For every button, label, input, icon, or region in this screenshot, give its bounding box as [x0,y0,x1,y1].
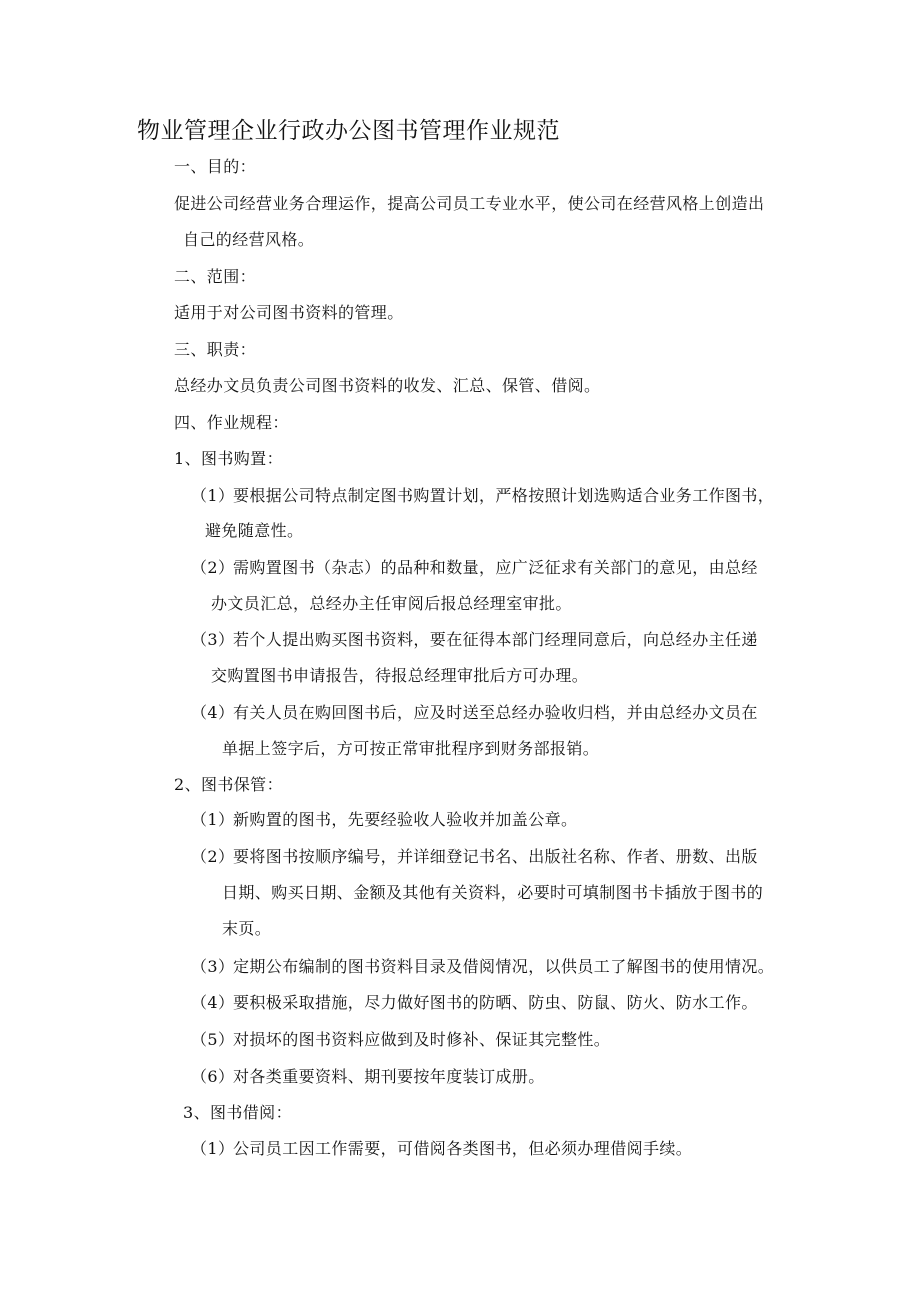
list-item-number: （4） [191,993,235,1012]
list-item-text-continuation: 单据上签字后，方可按正常审批程序到财务部报销。 [222,739,600,758]
list-item-text: 新购置的图书，先要经验收人验收并加盖公章。 [233,810,578,829]
subsection-heading-borrowing: 3、图书借阅： [183,1103,292,1122]
list-item-text: 定期公布编制的图书资料目录及借阅情况，以供员工了解图书的使用情况。 [233,957,775,976]
list-item-text: 对各类重要资料、期刊要按年度装订成册。 [233,1067,545,1086]
list-item-number: （3） [191,957,235,976]
list-item-number: （1） [191,1139,235,1158]
list-item-text: 公司员工因工作需要，可借阅各类图书，但必须办理借阅手续。 [233,1139,693,1158]
section-heading-purpose: 一、目的： [174,157,257,176]
list-item-text-continuation: 办文员汇总，总经办主任审阅后报总经理室审批。 [211,594,572,613]
scope-text: 适用于对公司图书资料的管理。 [174,303,404,322]
list-item-number: （4） [191,703,235,722]
section-heading-procedure: 四、作业规程： [174,413,289,432]
list-item-text: 要积极采取措施，尽力做好图书的防晒、防虫、防鼠、防火、防水工作。 [233,993,758,1012]
list-item-text: 要根据公司特点制定图书购置计划，严格按照计划选购适合业务工作图书， [233,486,775,505]
list-item-text-continuation: 交购置图书申请报告，待报总经理审批后方可办理。 [211,666,589,685]
list-item-number: （2） [191,847,235,866]
list-item-text: 若个人提出购买图书资料，要在征得本部门经理同意后，向总经办主任递 [233,630,758,649]
purpose-text-line1: 促进公司经营业务合理运作，提高公司员工专业水平，使公司在经营风格上创造出 [174,194,765,213]
duty-text: 总经办文员负责公司图书资料的收发、汇总、保管、借阅。 [174,376,601,395]
list-item-text: 需购置图书（杂志）的品种和数量，应广泛征求有关部门的意见，由总经 [233,558,758,577]
section-heading-scope: 二、范围： [174,267,257,286]
document-title: 物业管理企业行政办公图书管理作业规范 [137,118,560,144]
list-item-text: 要将图书按顺序编号，并详细登记书名、出版社名称、作者、册数、出版 [233,847,758,866]
list-item-text-continuation: 避免随意性。 [205,521,304,540]
list-item-text: 有关人员在购回图书后，应及时送至总经办验收归档，并由总经办文员在 [233,703,758,722]
list-item-text-continuation: 末页。 [222,919,272,938]
list-item-number: （1） [191,810,235,829]
section-heading-duty: 三、职责： [174,340,257,359]
purpose-text-line2: 自己的经营风格。 [183,230,315,249]
subsection-heading-purchase: 1、图书购置： [174,449,283,468]
list-item-text-continuation: 日期、购买日期、金额及其他有关资料，必要时可填制图书卡插放于图书的 [222,883,764,902]
list-item-number: （1） [191,486,235,505]
subsection-heading-custody: 2、图书保管： [174,775,283,794]
list-item-number: （5） [191,1030,235,1049]
list-item-number: （6） [191,1067,235,1086]
list-item-number: （3） [191,630,235,649]
list-item-text: 对损坏的图书资料应做到及时修补、保证其完整性。 [233,1030,611,1049]
list-item-number: （2） [191,558,235,577]
